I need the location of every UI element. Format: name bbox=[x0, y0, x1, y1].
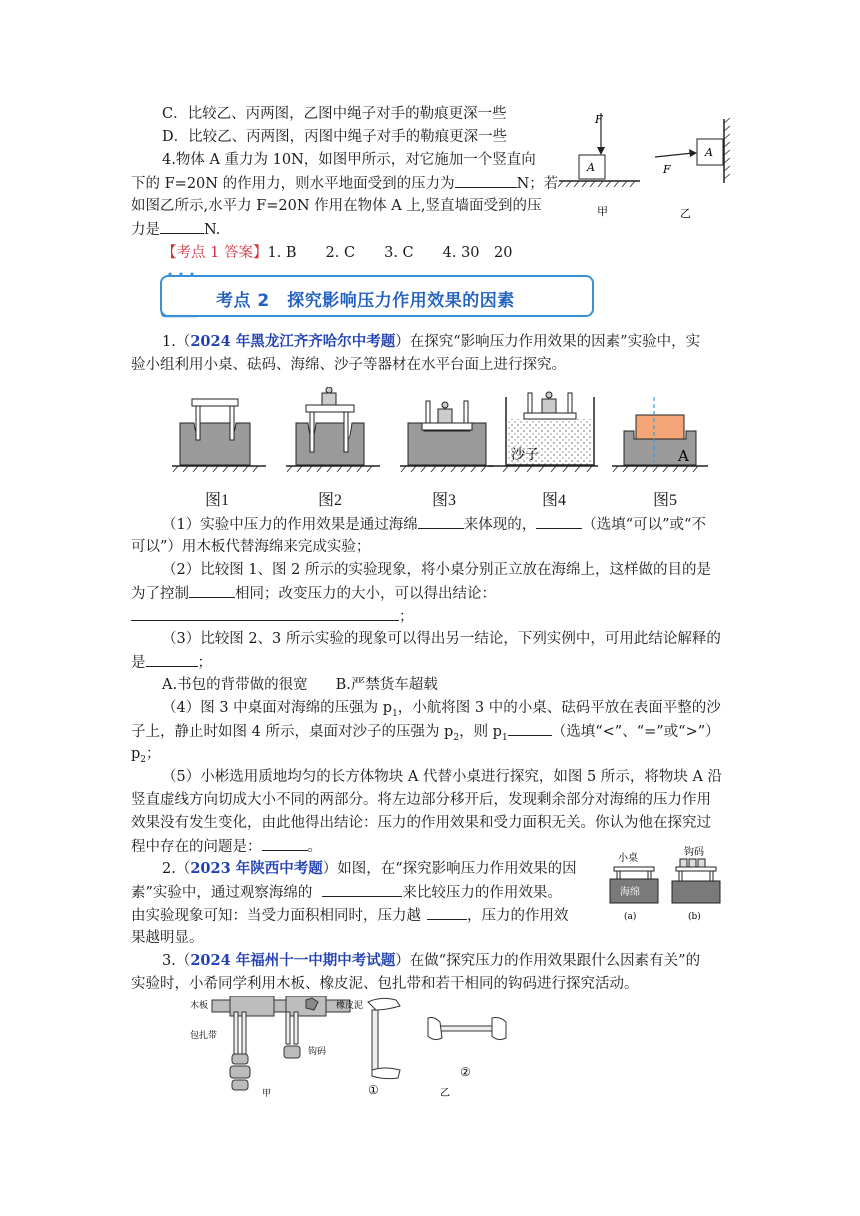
weight-fig2 bbox=[322, 393, 336, 405]
pencil-1 bbox=[372, 1010, 378, 1070]
q1-part4-line3: $p_2$； bbox=[131, 746, 161, 765]
q1-part2-line2: 为了控制 相同；改变压力的大小，可以得出结论： bbox=[131, 583, 496, 604]
caption-jia: 甲 bbox=[597, 205, 608, 218]
weight-label: 钩码 bbox=[308, 1047, 327, 1057]
q1-part2-line3: ； bbox=[131, 606, 414, 627]
option-c: C．比较乙、丙两图，乙图中绳子对手的勒痕更深一些 bbox=[162, 106, 507, 122]
answer-blank[interactable] bbox=[418, 514, 464, 529]
q2-figure bbox=[606, 845, 736, 925]
q1-line-2: 验小组利用小桌、砝码、海绵、沙子等器材在水平台面上进行探究。 bbox=[131, 357, 566, 373]
answer-blank[interactable] bbox=[146, 652, 198, 667]
q4-line-4: 力是 N. bbox=[131, 219, 220, 240]
q4-line-1: 4.物体 A 重力为 10N，如图甲所示，对它施加一个竖直向 bbox=[162, 152, 536, 168]
sponge-fig1 bbox=[180, 423, 250, 465]
q1-line-1: 1.（2024 年黑龙江齐齐哈尔中考题）在探究“影响压力作用效果的因素”实验中，实 bbox=[162, 333, 701, 350]
q3-figure bbox=[190, 996, 530, 1100]
q2-line-1: 2.（2023 年陕西中考题）如图，在“探究影响压力作用效果的因 bbox=[162, 860, 577, 877]
caption-a: (a) bbox=[624, 912, 637, 922]
caption-jia: 甲 bbox=[262, 1089, 272, 1099]
q1-part3-options bbox=[162, 675, 438, 695]
option-b: B.严禁货车超载 bbox=[335, 677, 438, 693]
force-arrow-right bbox=[655, 153, 693, 157]
q4-line-3: 如图乙所示,水平力 F=20N 作用在物体 A 上,竖直墙面受到的压 bbox=[131, 198, 542, 214]
option-a: A.书包的背带做的很宽 bbox=[162, 677, 308, 693]
q3-source: 2024 年福州十一中期中考试题 bbox=[190, 952, 396, 969]
force-figure bbox=[555, 105, 755, 225]
figure-caption: 图5 bbox=[653, 492, 678, 509]
q1-part2-line1: （2）比较图 1、图 2 所示的实验现象，将小桌分别正立放在海绵上，这样做的目的是 bbox=[162, 562, 712, 578]
table-top-fig1 bbox=[192, 399, 238, 406]
q1-part5-line1: （5）小彬选用质地均匀的长方体物块 A 代替小桌进行探究，如图 5 所示，将物块 A 沿 bbox=[162, 769, 723, 785]
figure-caption: 图4 bbox=[542, 492, 567, 509]
q1-source: 2024 年黑龙江齐齐哈尔中考题 bbox=[190, 333, 396, 350]
answers-label: 【考点 1 答案】 bbox=[162, 245, 268, 261]
sand-label: 沙子 bbox=[511, 447, 539, 463]
answer-blank[interactable] bbox=[322, 882, 402, 897]
clay-label: 橡皮泥 bbox=[336, 1001, 364, 1011]
q1-part4-line1: （4）图 3 中桌面对海绵的压强为 $p_1$，小航将图 3 中的小桌、砝码平放在表面平整的沙 bbox=[162, 700, 721, 719]
q1-part3-line1: （3）比较图 2、3 所示实验的现象可以得出另一结论，下列实例中，可用此结论解释的 bbox=[162, 631, 721, 647]
block-a-label: A bbox=[678, 447, 689, 465]
q2-line-3: 由实验现象可知：当受力面积相同时，压力越 ，压力的作用效 bbox=[131, 905, 569, 926]
answer-blank[interactable] bbox=[427, 905, 467, 920]
caption-b: (b) bbox=[688, 912, 701, 922]
section-banner bbox=[160, 275, 594, 317]
answer-blank[interactable] bbox=[508, 721, 552, 736]
answer-blank[interactable] bbox=[189, 583, 235, 598]
pencil-2 bbox=[434, 1026, 498, 1031]
q3-line-2: 实验时，小希同学利用木板、橡皮泥、包扎带和若干相同的钩码进行探究活动。 bbox=[131, 976, 639, 992]
figure-caption: 图1 bbox=[205, 492, 230, 509]
q3-line-1: 3.（2024 年福州十一中期中考试题）在做“探究压力的作用效果跟什么因素有关”的 bbox=[162, 952, 701, 969]
q1-part5-line3: 效果没有发生变化，由此他得出结论：压力的作用效果和受力面积无关。你认为他在探究过 bbox=[131, 815, 711, 831]
q1-part1-line2: 可以”）用木板代替海绵来完成实验； bbox=[131, 539, 371, 555]
answers-line bbox=[162, 243, 512, 263]
block-a-label: A bbox=[705, 146, 713, 159]
figure-caption: 图3 bbox=[432, 492, 457, 509]
caption-1: ① bbox=[368, 1083, 379, 1097]
weight-fig3 bbox=[438, 409, 452, 423]
caption-yi: 乙 bbox=[440, 1088, 450, 1099]
sponge-fig2 bbox=[296, 423, 364, 465]
board-label: 木板 bbox=[190, 1001, 209, 1011]
sponge-b bbox=[672, 881, 720, 903]
strap-label: 包扎带 bbox=[190, 1031, 218, 1041]
q1-part4-line2: 子上，静止时如图 4 所示，桌面对沙子的压强为 $p_2$，则 $p_1$ （选填“<”、“=”或“>”） bbox=[131, 721, 720, 748]
q1-part5-line4: 程中存在的问题是： 。 bbox=[131, 836, 322, 857]
q1-figures bbox=[168, 387, 718, 477]
q2-line-2: 素”实验中，通过观察海绵的 来比较压力的作用效果。 bbox=[131, 882, 562, 903]
force-label: F bbox=[663, 163, 671, 176]
table-label: 小桌 bbox=[618, 853, 638, 864]
hatch bbox=[173, 466, 698, 472]
answer-blank[interactable] bbox=[262, 836, 308, 851]
answer-blank[interactable] bbox=[131, 606, 399, 621]
answer-blank[interactable] bbox=[536, 514, 582, 529]
sponge-label: 海绵 bbox=[620, 887, 640, 898]
weight-label: 钩码 bbox=[684, 847, 704, 858]
force-label: F bbox=[595, 113, 603, 126]
q4-line-2: 下的 F=20N 的作用力，则水平地面受到的压力为 N；若 bbox=[131, 173, 558, 194]
caption-yi: 乙 bbox=[680, 207, 691, 220]
answer-blank[interactable] bbox=[160, 219, 204, 234]
caption-2: ② bbox=[460, 1065, 471, 1079]
q1-part3-line2: 是 ； bbox=[131, 652, 212, 673]
q1-part5-line2: 竖直虚线方向切成大小不同的两部分。将左边部分移开后，发现剩余部分对海绵的压力作用 bbox=[131, 792, 711, 808]
q2-line-4: 果越明显。 bbox=[131, 930, 204, 946]
q1-part1-line1: （1）实验中压力的作用效果是通过海绵 来体现的， （选填“可以”或“不 bbox=[162, 514, 706, 535]
option-d: D．比较乙、丙两图，丙图中绳子对手的勒痕更深一些 bbox=[162, 129, 508, 145]
answer-blank[interactable] bbox=[455, 173, 517, 188]
section-title: 考点 2 探究影响压力作用效果的因素 bbox=[216, 291, 515, 311]
block-a-label: A bbox=[587, 161, 595, 174]
block-a-fig5 bbox=[636, 415, 684, 439]
answers-text: 1. B 2. C 3. C 4. 30 20 bbox=[267, 245, 513, 261]
figure-caption: 图2 bbox=[318, 492, 343, 509]
q2-source: 2023 年陕西中考题 bbox=[190, 860, 323, 877]
weight-fig4 bbox=[542, 399, 556, 413]
